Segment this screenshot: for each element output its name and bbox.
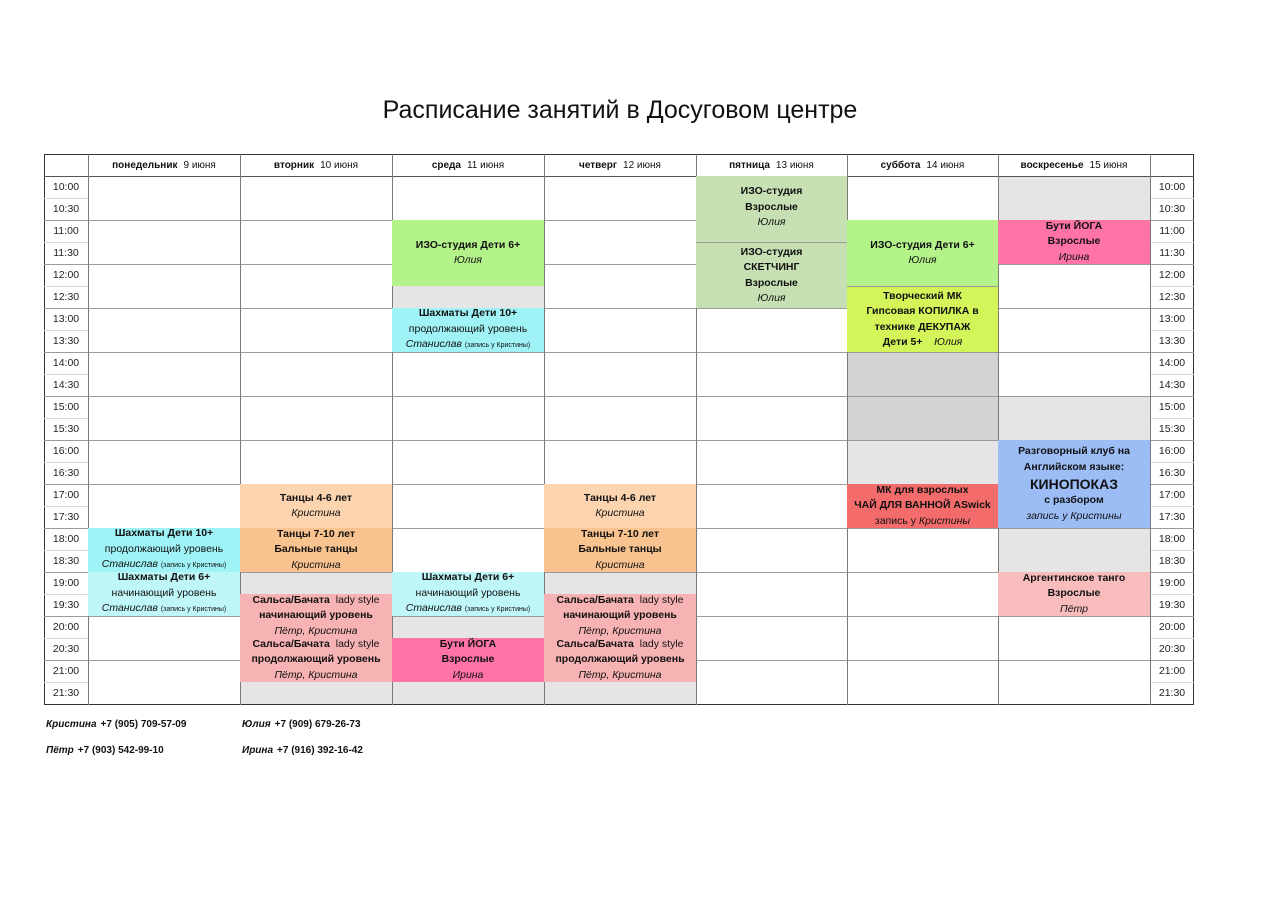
- event-title: Творческий МК: [883, 289, 962, 302]
- event-izo-adults[interactable]: [696, 176, 847, 242]
- event-note: запись у Кристины: [1026, 509, 1122, 522]
- event-audience: Взрослые: [1047, 587, 1101, 600]
- event-salsa-continuing[interactable]: [544, 638, 696, 682]
- time-label: 13:00: [52, 313, 80, 325]
- time-label: 15:30: [52, 423, 80, 435]
- day-header-mon: понедельник 9 июня: [112, 159, 216, 171]
- event-teacher: Пётр: [1060, 602, 1088, 615]
- time-label: 21:30: [52, 687, 80, 699]
- time-label: 11:30: [1159, 247, 1185, 259]
- event-level: продолжающий уровень: [408, 322, 528, 335]
- day-header-tue: вторник 10 июня: [273, 159, 359, 171]
- event-title: Бути ЙОГА: [439, 638, 497, 650]
- time-label: 18:00: [1158, 533, 1186, 545]
- time-label: 19:00: [1158, 577, 1186, 589]
- event-teacher: Станислав: [405, 338, 462, 351]
- event-title-line: Сальса/Бачата lady style: [556, 594, 684, 606]
- event-subtitle: технике ДЕКУПАЖ: [874, 320, 971, 333]
- event-teacher: Кристина: [595, 507, 645, 519]
- event-teacher: Кристина: [595, 558, 645, 571]
- hour-divider: [44, 264, 1194, 265]
- event-title: Шахматы Дети 6+: [421, 572, 515, 584]
- event-teacher-line: [102, 557, 227, 572]
- day-header-thu: четверг 12 июня: [579, 159, 661, 171]
- event-audience: Взрослые: [745, 276, 798, 289]
- event-title: Танцы 4-6 лет: [583, 491, 657, 504]
- time-label: 19:30: [1158, 599, 1186, 611]
- event-booty-yoga[interactable]: [392, 638, 544, 682]
- time-label: 14:30: [1158, 379, 1186, 391]
- event-dance-7-10[interactable]: [240, 528, 392, 572]
- event-izo-sketching[interactable]: [696, 242, 847, 308]
- event-decoupage-mk[interactable]: [847, 286, 998, 352]
- event-dance-4-6[interactable]: [544, 484, 696, 528]
- event-title: МК для взрослых: [876, 484, 969, 496]
- time-label: 16:00: [52, 445, 80, 457]
- event-title: Танцы 7-10 лет: [277, 528, 355, 540]
- event-title-line: Сальса/Бачата lady style: [252, 594, 380, 606]
- event-izo-kids[interactable]: [392, 220, 544, 286]
- event-note: (запись у Кристины): [464, 342, 531, 350]
- event-audience: Взрослые: [441, 653, 495, 666]
- hour-divider: [44, 352, 1194, 353]
- event-subtitle: Гипсовая КОПИЛКА в: [866, 305, 979, 317]
- empty-slot: [998, 528, 1150, 572]
- time-label: 19:00: [52, 577, 80, 589]
- hour-divider: [44, 396, 1194, 397]
- event-teacher: Станислав: [405, 602, 462, 615]
- event-audience: Взрослые: [1047, 235, 1101, 248]
- event-title: Бути ЙОГА: [1045, 220, 1103, 232]
- event-chess-kids10[interactable]: [392, 308, 544, 352]
- contact-kristina: Кристина +7 (905) 709-57-09: [46, 719, 187, 730]
- time-label: 21:00: [1158, 665, 1186, 677]
- time-label: 11:30: [53, 247, 79, 259]
- time-label: 13:30: [1158, 335, 1186, 347]
- header-divider: [44, 176, 1194, 177]
- time-label: 14:00: [1158, 357, 1186, 369]
- time-label: 10:00: [52, 181, 80, 193]
- event-level: продолжающий уровень: [104, 542, 224, 555]
- event-note: запись у Кристины: [874, 514, 971, 527]
- time-label: 11:00: [1159, 225, 1185, 237]
- time-label: 14:00: [52, 357, 80, 369]
- time-label: 13:00: [1158, 313, 1186, 325]
- event-title-line: Сальса/Бачата lady style: [556, 638, 684, 650]
- event-english-club[interactable]: [998, 440, 1150, 528]
- time-label: 18:00: [52, 533, 80, 545]
- time-label: 18:30: [1158, 555, 1186, 567]
- event-tea-mk[interactable]: [847, 484, 998, 528]
- event-note: (запись у Кристины): [160, 562, 227, 570]
- event-chess-kids6[interactable]: [392, 572, 544, 616]
- event-dance-7-10[interactable]: [544, 528, 696, 572]
- event-subtitle: СКЕТЧИНГ: [743, 261, 800, 273]
- event-chess-kids10[interactable]: [88, 528, 240, 572]
- event-salsa-beginner[interactable]: [544, 594, 696, 638]
- empty-slot: [392, 616, 544, 638]
- event-level: продолжающий уровень: [555, 653, 685, 666]
- event-subtitle: с разбором: [1044, 494, 1104, 506]
- day-header-wed: среда 11 июня: [431, 159, 505, 171]
- event-title: ИЗО-студия: [740, 185, 803, 197]
- event-audience-line: Дети 5+ Юлия: [882, 336, 963, 348]
- time-label: 12:30: [52, 291, 80, 303]
- time-label: 17:00: [1158, 489, 1186, 501]
- time-label: 19:30: [52, 599, 80, 611]
- event-title: Шахматы Дети 10+: [114, 528, 214, 540]
- event-note: (запись у Кристины): [464, 606, 531, 614]
- event-salsa-beginner[interactable]: [240, 594, 392, 638]
- event-highlight: КИНОПОКАЗ: [1030, 476, 1118, 492]
- event-title: ИЗО-студия Дети 6+: [870, 238, 975, 251]
- time-label: 15:00: [1158, 401, 1186, 413]
- time-label: 21:00: [52, 665, 80, 677]
- hour-divider: [44, 308, 1194, 309]
- event-teacher: Юлия: [757, 216, 786, 228]
- empty-slot: [240, 572, 392, 594]
- event-title: Танцы 7-10 лет: [581, 528, 659, 540]
- event-teacher: Юлия: [908, 254, 937, 266]
- time-label: 16:30: [52, 467, 80, 479]
- time-label: 11:00: [53, 225, 79, 237]
- event-teacher: Юлия: [757, 292, 786, 304]
- empty-slot: [544, 572, 696, 594]
- time-label: 17:00: [52, 489, 80, 501]
- time-label: 12:00: [1158, 269, 1186, 281]
- event-teacher-line: [406, 337, 531, 352]
- time-label: 10:00: [1158, 181, 1186, 193]
- page-title: Расписание занятий в Досуговом центре: [382, 96, 858, 124]
- event-teacher: Станислав: [101, 602, 158, 615]
- time-label: 16:30: [1158, 467, 1186, 479]
- column-divider: [88, 154, 89, 705]
- event-title: Шахматы Дети 10+: [418, 308, 518, 320]
- event-title: ИЗО-студия: [740, 245, 803, 258]
- time-label: 10:30: [52, 203, 80, 215]
- event-teacher: Ирина: [452, 668, 484, 681]
- event-teacher-line: [406, 601, 531, 616]
- event-subtitle: Английском языке:: [1023, 460, 1125, 473]
- event-teacher: Юлия: [453, 254, 483, 266]
- event-teacher: Пётр, Кристина: [578, 624, 662, 637]
- time-label: 15:30: [1158, 423, 1186, 435]
- event-subtitle: ЧАЙ ДЛЯ ВАННОЙ ASwick: [854, 499, 991, 512]
- time-label: 18:30: [52, 555, 80, 567]
- time-label: 10:30: [1158, 203, 1186, 215]
- event-izo-kids[interactable]: [847, 220, 998, 286]
- event-level: продолжающий уровень: [251, 653, 381, 666]
- contact-irina: Ирина +7 (916) 392-16-42: [242, 745, 363, 756]
- event-teacher: Ирина: [1058, 250, 1090, 263]
- event-title: Танцы 4-6 лет: [279, 491, 353, 504]
- event-title-line: Сальса/Бачата lady style: [252, 638, 380, 650]
- empty-slot: [240, 682, 392, 704]
- time-label: 13:30: [52, 335, 80, 347]
- empty-slot: [998, 396, 1150, 440]
- day-header-sat: суббота 14 июня: [880, 159, 965, 171]
- event-note: (запись у Кристины): [160, 606, 227, 614]
- time-label: 16:00: [1158, 445, 1186, 457]
- event-level: начинающий уровень: [415, 586, 521, 599]
- time-label: 12:30: [1158, 291, 1186, 303]
- time-label: 12:00: [52, 269, 80, 281]
- event-teacher: Пётр, Кристина: [578, 668, 662, 681]
- event-subtitle: Бальные танцы: [578, 543, 662, 556]
- empty-slot: [392, 286, 544, 308]
- event-teacher: Кристина: [291, 558, 341, 571]
- event-salsa-continuing[interactable]: [240, 638, 392, 682]
- time-label: 20:00: [52, 621, 80, 633]
- event-teacher: Станислав: [101, 558, 158, 571]
- event-teacher: Кристина: [291, 507, 341, 519]
- time-label: 17:30: [52, 511, 80, 523]
- time-label: 15:00: [52, 401, 80, 413]
- event-subtitle: Бальные танцы: [274, 543, 358, 556]
- day-header-sun: воскресенье 15 июня: [1020, 159, 1128, 171]
- event-audience: Взрослые: [745, 200, 798, 213]
- time-label: 14:30: [52, 379, 80, 391]
- event-dance-4-6[interactable]: [240, 484, 392, 528]
- event-teacher: Пётр, Кристина: [274, 668, 358, 681]
- event-title: ИЗО-студия Дети 6+: [415, 238, 521, 251]
- event-title: Разговорный клуб на: [1018, 445, 1130, 457]
- time-label: 20:30: [52, 643, 80, 655]
- empty-slot: [392, 682, 544, 704]
- event-level: начинающий уровень: [563, 609, 677, 622]
- event-title: Шахматы Дети 6+: [117, 572, 211, 584]
- empty-slot: [847, 440, 998, 484]
- contact-petr: Пётр +7 (903) 542-99-10: [46, 745, 164, 756]
- empty-slot: [998, 176, 1150, 220]
- event-level: начинающий уровень: [259, 609, 373, 622]
- event-argentine-tango[interactable]: [998, 572, 1150, 616]
- contact-yulia: Юлия +7 (909) 679-26-73: [242, 719, 361, 730]
- event-title: Аргентинское танго: [1022, 572, 1126, 584]
- event-teacher-line: [102, 601, 227, 616]
- time-label: 20:30: [1158, 643, 1186, 655]
- time-label: 20:00: [1158, 621, 1186, 633]
- event-level: начинающий уровень: [111, 586, 217, 599]
- day-header-fri: пятница 13 июня: [729, 159, 814, 171]
- time-label: 17:30: [1158, 511, 1186, 523]
- event-teacher: Пётр, Кристина: [274, 624, 358, 637]
- event-booty-yoga[interactable]: [998, 220, 1150, 264]
- time-label: 21:30: [1158, 687, 1186, 699]
- event-chess-kids6[interactable]: [88, 572, 240, 616]
- empty-slot: [544, 682, 696, 704]
